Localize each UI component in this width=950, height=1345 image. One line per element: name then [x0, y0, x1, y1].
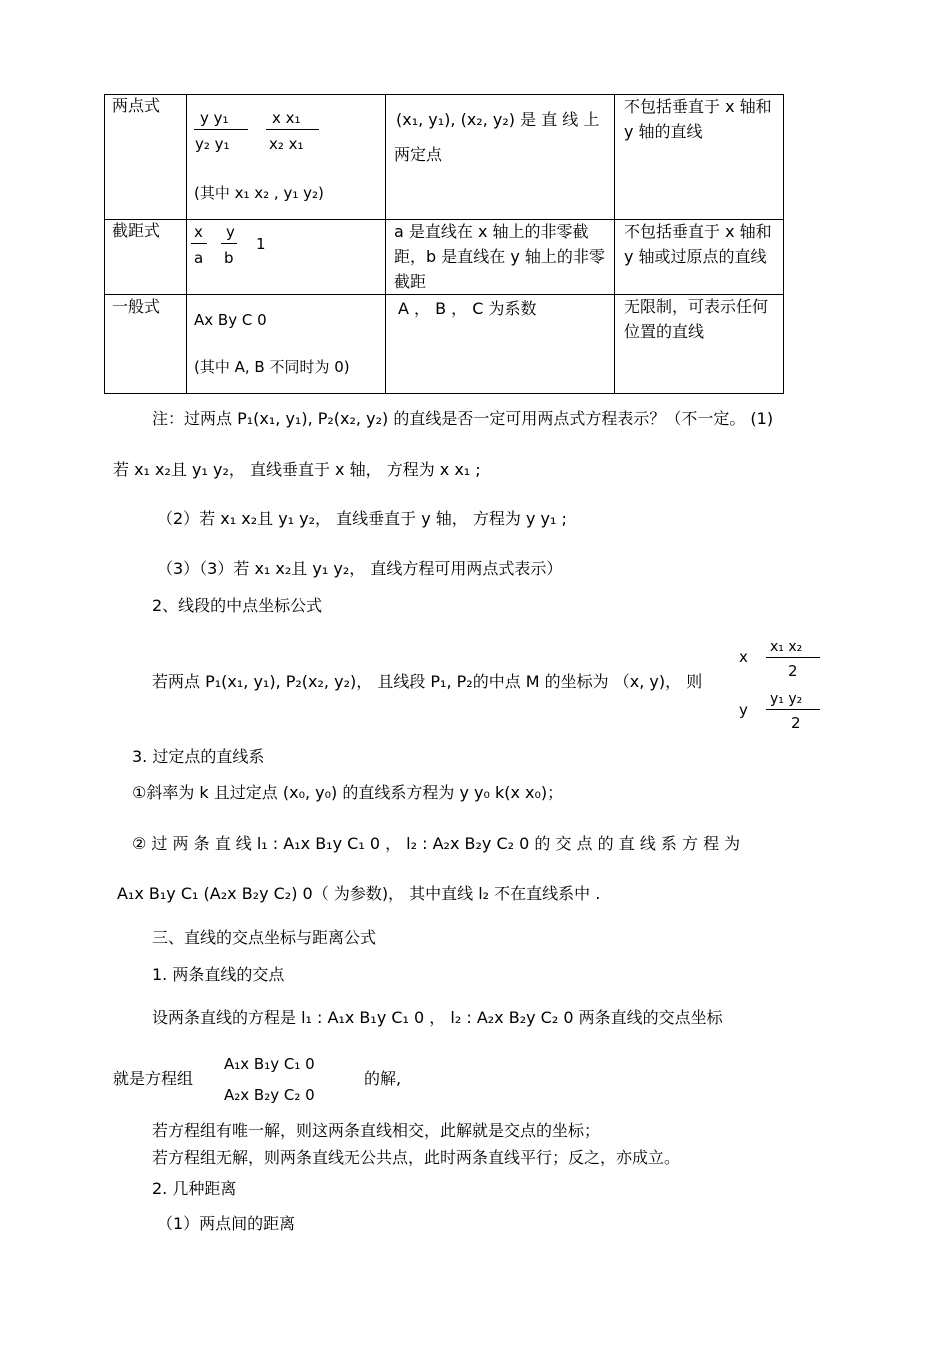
formula-note: (其中 A, B 不同时为 0): [194, 358, 350, 376]
midpoint-text: 若两点 P₁(x₁, y₁), P₂(x₂, y₂)， 且线段 P₁, P₂的中点 M 的坐标为 （x, y)， 则: [152, 672, 703, 691]
midpoint-x-den: 2: [788, 662, 798, 680]
table-col-divider: [385, 94, 386, 394]
formula-denominator: y₂ y₁: [195, 135, 230, 153]
subsection-item: （1）两点间的距离: [157, 1214, 296, 1233]
formula-denominator: b: [224, 249, 234, 267]
midpoint-x-lhs: x: [739, 648, 748, 666]
row-name-two-point: 两点式: [112, 96, 161, 115]
system-suffix: 的解,: [364, 1069, 402, 1088]
fraction-bar: [221, 243, 237, 244]
pencil-item: ② 过 两 条 直 线 l₁ : A₁x B₁y C₁ 0 ， l₂ : A₂x B₂y C₂ 0 的 交 点 的 直 线 系 方 程 为: [132, 834, 741, 853]
formula-numerator: x: [194, 223, 203, 241]
midpoint-y-num: y₁ y₂: [770, 691, 803, 707]
fraction-bar: [766, 709, 820, 710]
condition-text: 两定点: [394, 145, 443, 164]
scope-text: 无限制，可表示任何位置的直线: [624, 297, 769, 341]
formula-denominator: a: [194, 249, 204, 267]
condition-text: a 是直线在 x 轴上的非零截距，b 是直线在 y 轴上的非零截距: [394, 222, 605, 291]
fraction-bar: [266, 129, 319, 130]
formula-rhs: 1: [256, 235, 266, 253]
table-col-divider: [186, 94, 187, 394]
table-border-right: [783, 94, 784, 394]
system-equation: A₂x B₂y C₂ 0: [224, 1086, 315, 1104]
system-prefix: 就是方程组: [113, 1069, 194, 1088]
section-heading: 2、线段的中点坐标公式: [152, 596, 323, 615]
scope-text: 不包括垂直于 x 轴和 y 轴的直线: [624, 97, 772, 141]
table-border-left: [104, 94, 105, 394]
formula: Ax By C 0: [194, 311, 267, 329]
pencil-item: A₁x B₁y C₁ (A₂x B₂y C₂) 0（ 为参数)， 其中直线 l₂ 不在直线系中 .: [117, 884, 601, 903]
note-line: （2）若 x₁ x₂且 y₁ y₂， 直线垂直于 y 轴， 方程为 y y₁ ;: [157, 509, 567, 528]
note-line: 若 x₁ x₂且 y₁ y₂， 直线垂直于 x 轴， 方程为 x x₁ ;: [113, 460, 481, 479]
note-line: 注：过两点 P₁(x₁, y₁), P₂(x₂, y₂) 的直线是否一定可用两点式方程表示？（不一定。 (1): [152, 409, 774, 428]
formula-numerator: y: [226, 223, 235, 241]
condition-text: A ， B ， C 为系数: [398, 299, 537, 318]
formula-note: (其中 x₁ x₂ , y₁ y₂): [194, 184, 324, 202]
midpoint-y-lhs: y: [739, 701, 748, 719]
paragraph: 若方程组有唯一解，则这两条直线相交，此解就是交点的坐标；: [152, 1121, 601, 1140]
formula-numerator: y y₁: [200, 109, 229, 127]
note-line: （3）（3）若 x₁ x₂且 y₁ y₂， 直线方程可用两点式表示）: [157, 559, 563, 578]
formula-numerator: x x₁: [272, 109, 301, 127]
pencil-item: ①斜率为 k 且过定点 (x₀, y₀) 的直线系方程为 y y₀ k(x x₀)；: [132, 783, 564, 802]
table-col-divider: [614, 94, 615, 394]
midpoint-y-den: 2: [791, 714, 801, 732]
system-equation: A₁x B₁y C₁ 0: [224, 1055, 315, 1073]
table-border-bottom: [104, 393, 784, 394]
condition-text: (x₁, y₁), (x₂, y₂) 是 直 线 上: [396, 110, 600, 129]
row-name-general: 一般式: [112, 297, 161, 316]
fraction-bar: [766, 657, 820, 658]
midpoint-x-num: x₁ x₂: [770, 639, 803, 655]
subsection-heading: 1. 两条直线的交点: [152, 965, 285, 984]
section-heading: 3. 过定点的直线系: [132, 747, 265, 766]
row-name-intercept: 截距式: [112, 221, 161, 240]
scope-text: 不包括垂直于 x 轴和 y 轴或过原点的直线: [624, 222, 772, 266]
formula-denominator: x₂ x₁: [269, 135, 304, 153]
fraction-bar: [194, 129, 248, 130]
paragraph: 若方程组无解，则两条直线无公共点，此时两条直线平行；反之，亦成立。: [152, 1148, 681, 1167]
subsection-heading: 2. 几种距离: [152, 1179, 237, 1198]
fraction-bar: [191, 243, 207, 244]
paragraph: 设两条直线的方程是 l₁ : A₁x B₁y C₁ 0 ， l₂ : A₂x B₂y C₂ 0 两条直线的交点坐标: [152, 1008, 723, 1027]
section-heading: 三、直线的交点坐标与距离公式: [152, 928, 377, 947]
